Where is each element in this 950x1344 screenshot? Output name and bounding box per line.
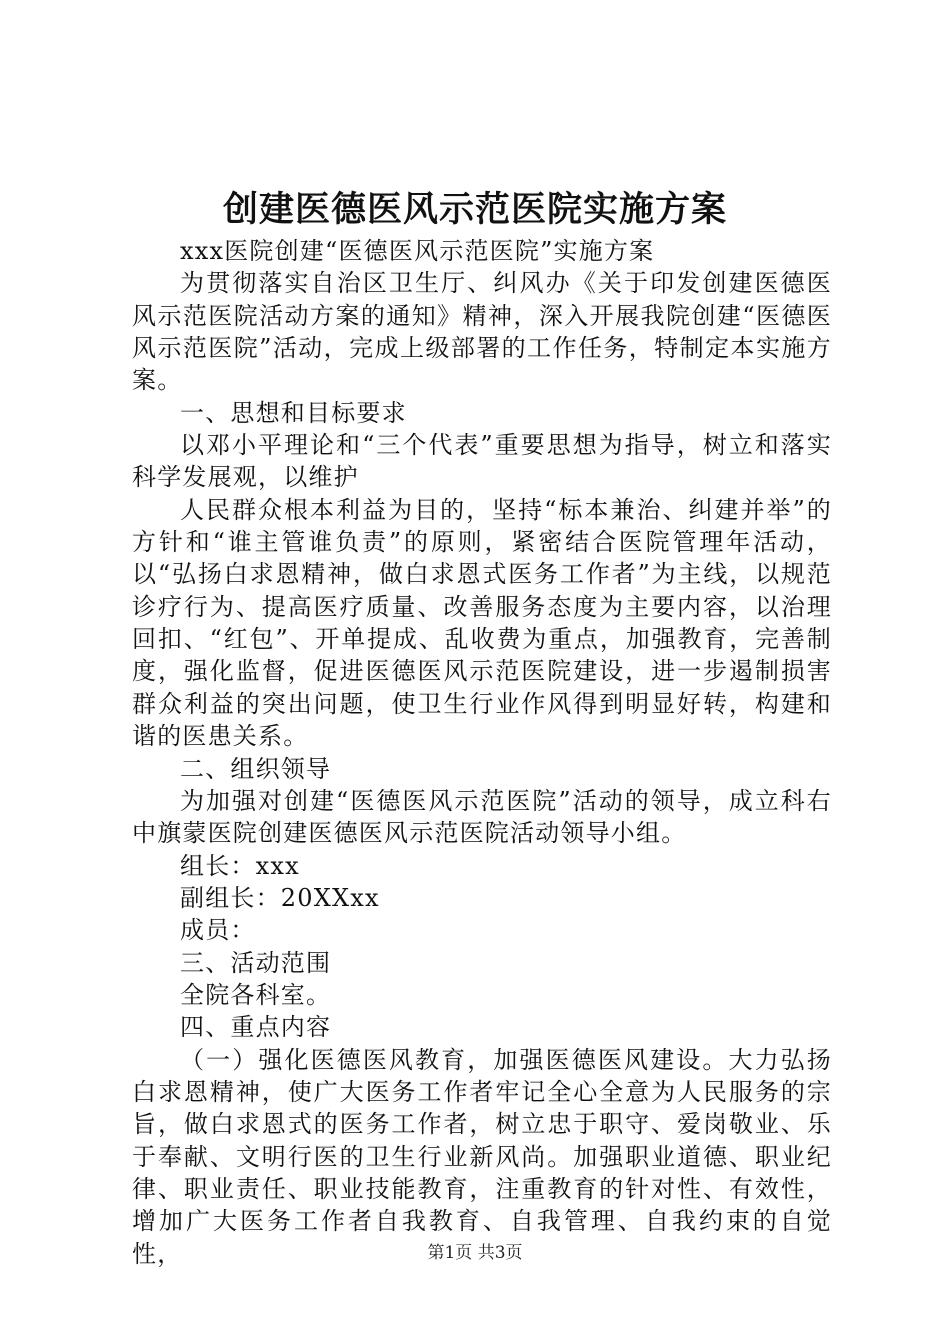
deputy-leader-line: 副组长：20XXxx [180,883,380,912]
members-line: 成员： [180,916,256,945]
leader-line: 组长：xxx [180,851,300,880]
document-body [132,235,832,1270]
intro-paragraph: 为贯彻落实自治区卫生厅、纠风办《关于印发创建医德医风示范医院活动方案的通知》精神，深入开展我院创建“医德医风示范医院”活动，完成上级部署的工作任务，特制定本实施方案。 [132,269,832,395]
goals-paragraph-1: 以邓小平理论和“三个代表”重要思想为指导，树立和落实科学发展观，以维护 [132,431,832,492]
section-heading-goals: 一、思想和目标要求 [180,398,407,427]
section-heading-organization: 二、组织领导 [180,754,332,783]
section-heading-key-content: 四、重点内容 [180,1013,332,1042]
scope-paragraph: 全院各科室。 [180,980,332,1009]
section-heading-scope: 三、活动范围 [180,948,332,977]
document-title: 创建医德医风示范医院实施方案 [222,189,727,230]
organization-paragraph: 为加强对创建“医德医风示范医院”活动的领导，成立科右中旗蒙医院创建医德医风示范医院活动领导小组。 [132,786,832,848]
key-content-paragraph-1: （一）强化医德医风教育，加强医德医风建设。大力弘扬白求恩精神，使广大医务工作者牢记全心全意为人民服务的宗旨，做白求恩式的医务工作者，树立忠于职守、爱岗敬业、乐于奉献、文明行医的卫生行业新风尚。加强职业道德、职业纪律、职业责任、职业技能教育，注重教育的针对性、有效性，增加广大医务工作者自我教育、自我管理、自我约束的自觉性， [132,1045,832,1268]
goals-paragraph-2: 人民群众根本利益为目的，坚持“标本兼治、纠建并举”的方针和“谁主管谁负责”的原则，紧密结合医院管理年活动，以“弘扬白求恩精神，做白求恩式医务工作者”为主线，以规范诊疗行为、提高医疗质量、改善服务态度为主要内容，以治理回扣、“红包”、开单提成、乱收费为重点，加强教育，完善制度，强化监督，促进医德医风示范医院建设，进一步遏制损害群众利益的突出问题，使卫生行业作风得到明显好转，构建和谐的医患关系。 [132,495,832,751]
subtitle-paragraph: xxx医院创建“医德医风示范医院”实施方案 [180,237,655,265]
page-number-footer: 第1页 共3页 [427,1243,523,1263]
